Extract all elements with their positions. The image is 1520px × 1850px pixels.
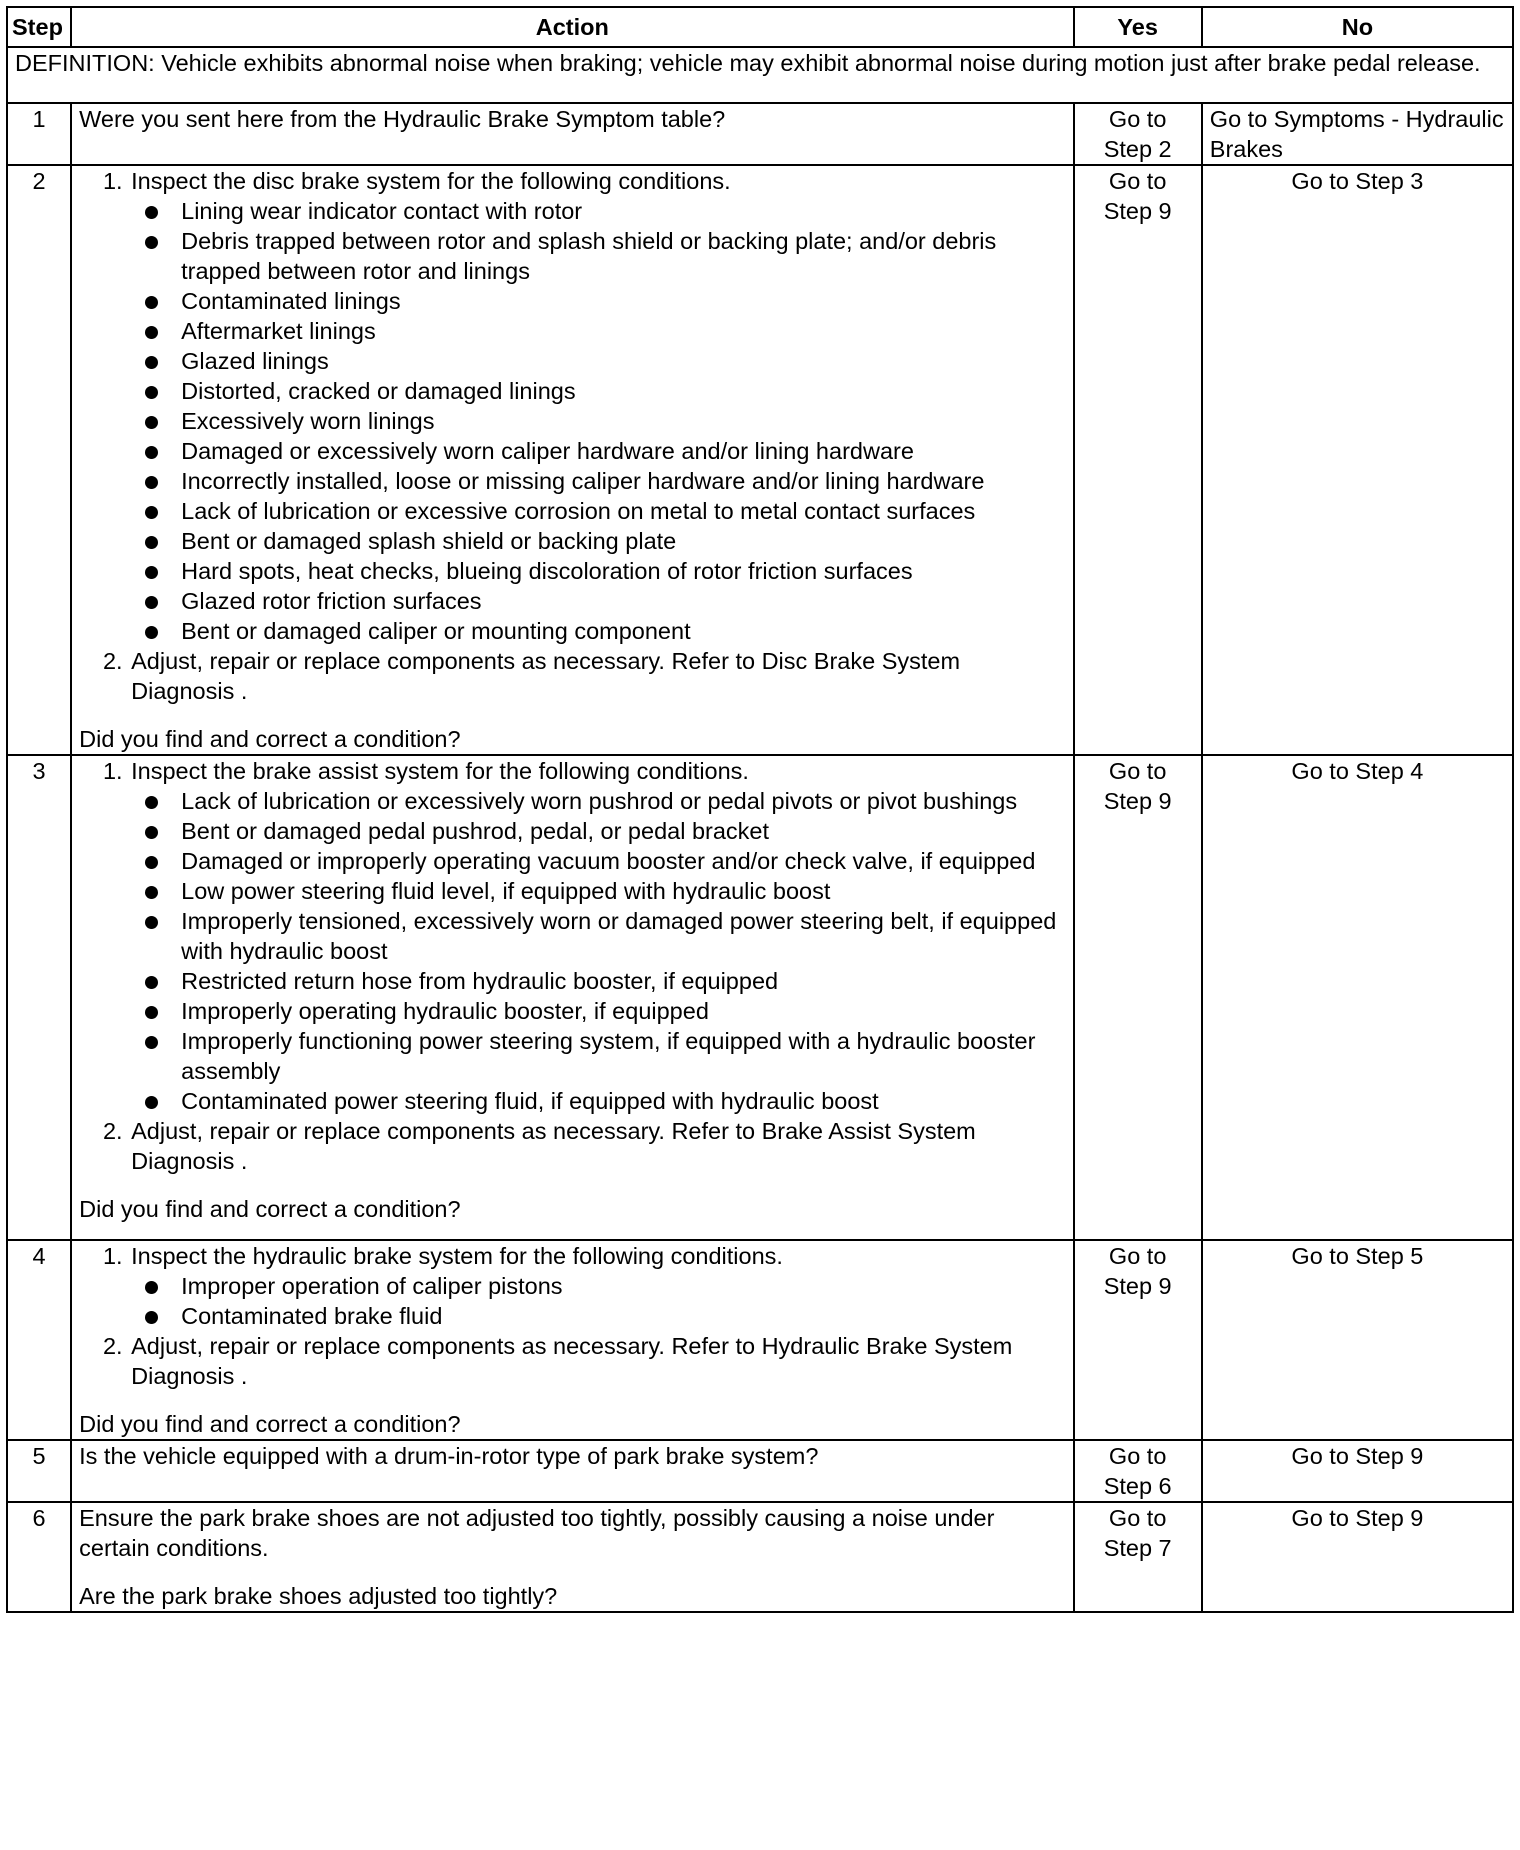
list-item (181, 996, 1065, 1026)
list-item-text: Contaminated linings (181, 288, 401, 314)
action-step-text: Adjust, repair or replace components as necessary. Refer to Hydraulic Brake System Diagnosis . (131, 1333, 1013, 1389)
bullet-icon (145, 506, 158, 519)
no-text: Go to Step 5 (1291, 1243, 1424, 1269)
bullet-icon (145, 1311, 158, 1324)
action-cell (71, 1440, 1073, 1502)
list-item-text: Bent or damaged splash shield or backing plate (181, 528, 677, 554)
list-item-text: Incorrectly installed, loose or missing caliper hardware and/or lining hardware (181, 468, 985, 494)
no-text: Go to Step 9 (1291, 1505, 1424, 1531)
yes-text: Go to Step 9 (1103, 168, 1172, 224)
bullet-icon (145, 596, 158, 609)
header-step: Step (7, 7, 71, 47)
list-item-text: Damaged or excessively worn caliper hardware and/or lining hardware (181, 438, 914, 464)
definition-text: DEFINITION: Vehicle exhibits abnormal noise when braking; vehicle may exhibit abnormal noise during motion just after brake pedal release. (7, 47, 1513, 103)
bullet-icon (145, 1096, 158, 1109)
question-text: Were you sent here from the Hydraulic Brake Symptom table? (79, 106, 726, 132)
list-item-text: Debris trapped between rotor and splash shield or backing plate; and/or debris trapped between rotor and linings (181, 228, 997, 284)
condition-list (131, 1271, 1065, 1331)
list-item (181, 226, 1065, 286)
condition-list (131, 786, 1065, 1116)
list-item-text: Excessively worn linings (181, 408, 435, 434)
diagnostic-table (6, 6, 1514, 1613)
question-text: Did you find and correct a condition? (79, 1411, 461, 1437)
list-item (181, 496, 1065, 526)
action-step-2 (129, 1331, 1065, 1391)
question-text: Is the vehicle equipped with a drum-in-rotor type of park brake system? (79, 1443, 819, 1469)
bullet-icon (145, 206, 158, 219)
list-item (181, 196, 1065, 226)
list-item (181, 586, 1065, 616)
list-item-text: Lining wear indicator contact with rotor (181, 198, 583, 224)
list-item (181, 316, 1065, 346)
list-item (181, 1271, 1065, 1301)
bullet-icon (145, 236, 158, 249)
bullet-icon (145, 296, 158, 309)
table-row-step-1 (7, 103, 1513, 165)
action-cell (71, 103, 1073, 165)
yes-cell (1074, 1502, 1202, 1612)
step-number: 5 (7, 1440, 71, 1502)
question-text: Did you find and correct a condition? (79, 1196, 461, 1222)
step-number: 1 (7, 103, 71, 165)
list-item-text: Damaged or improperly operating vacuum booster and/or check valve, if equipped (181, 848, 1036, 874)
list-item (181, 526, 1065, 556)
action-step-text: Adjust, repair or replace components as necessary. Refer to Disc Brake System Diagnosis . (131, 648, 961, 704)
list-item (181, 816, 1065, 846)
list-item (181, 876, 1065, 906)
bullet-icon (145, 886, 158, 899)
no-cell: Go to Symptoms - Hydraulic Brakes (1202, 103, 1513, 165)
no-text: Go to Step 9 (1291, 1443, 1424, 1469)
step-number: 3 (7, 755, 71, 1240)
yes-cell (1074, 755, 1202, 1240)
action-step-text: Adjust, repair or replace components as necessary. Refer to Brake Assist System Diagnosis . (131, 1118, 976, 1174)
list-item (181, 556, 1065, 586)
list-item-text: Improperly functioning power steering system, if equipped with a hydraulic booster assembly (181, 1028, 1036, 1084)
bullet-icon (145, 626, 158, 639)
list-item-text: Hard spots, heat checks, blueing discoloration of rotor friction surfaces (181, 558, 913, 584)
bullet-icon (145, 356, 158, 369)
bullet-icon (145, 826, 158, 839)
question-text: Did you find and correct a condition? (79, 726, 461, 752)
bullet-icon (145, 386, 158, 399)
list-item-text: Bent or damaged pedal pushrod, pedal, or pedal bracket (181, 818, 770, 844)
no-cell (1202, 1240, 1513, 1440)
no-cell (1202, 1440, 1513, 1502)
question-text: Are the park brake shoes adjusted too tightly? (79, 1583, 558, 1609)
action-step-1 (129, 756, 1065, 1116)
table-row-step-2 (7, 165, 1513, 755)
table-row-step-5 (7, 1440, 1513, 1502)
table-row-step-4 (7, 1240, 1513, 1440)
list-item-text: Improperly operating hydraulic booster, if equipped (181, 998, 709, 1024)
action-steps (79, 1241, 1065, 1391)
header-yes: Yes (1074, 7, 1202, 47)
action-step-text: Inspect the brake assist system for the following conditions. (131, 758, 749, 784)
list-item (181, 1086, 1065, 1116)
list-item (181, 436, 1065, 466)
no-text: Go to Step 4 (1291, 758, 1424, 784)
step-number: 4 (7, 1240, 71, 1440)
list-item (181, 906, 1065, 966)
condition-list (131, 196, 1065, 646)
yes-text: Go to Step 7 (1103, 1505, 1172, 1561)
list-item-text: Lack of lubrication or excessively worn pushrod or pedal pivots or pivot bushings (181, 788, 1018, 814)
list-item-text: Glazed rotor friction surfaces (181, 588, 482, 614)
yes-cell (1074, 1240, 1202, 1440)
list-item-text: Restricted return hose from hydraulic booster, if equipped (181, 968, 779, 994)
bullet-icon (145, 326, 158, 339)
list-item (181, 616, 1065, 646)
action-step-text: Inspect the disc brake system for the following conditions. (131, 168, 731, 194)
bullet-icon (145, 446, 158, 459)
yes-cell: Go to Step 2 (1074, 103, 1202, 165)
instruction-text: Ensure the park brake shoes are not adjusted too tightly, possibly causing a noise under certain conditions. (79, 1505, 995, 1561)
list-item-text: Low power steering fluid level, if equipped with hydraulic boost (181, 878, 831, 904)
list-item-text: Aftermarket linings (181, 318, 376, 344)
action-cell (71, 1240, 1073, 1440)
bullet-icon (145, 1006, 158, 1019)
list-item (181, 346, 1065, 376)
table-row-step-6 (7, 1502, 1513, 1612)
list-item (181, 1026, 1065, 1086)
action-cell (71, 755, 1073, 1240)
bullet-icon (145, 1281, 158, 1294)
list-item (181, 466, 1065, 496)
list-item-text: Contaminated power steering fluid, if equipped with hydraulic boost (181, 1088, 879, 1114)
yes-text: Go to Step 9 (1103, 758, 1172, 814)
list-item-text: Lack of lubrication or excessive corrosion on metal to metal contact surfaces (181, 498, 976, 524)
action-cell (71, 165, 1073, 755)
step-number: 2 (7, 165, 71, 755)
yes-text: Go to Step 9 (1103, 1243, 1172, 1299)
action-step-text: Inspect the hydraulic brake system for the following conditions. (131, 1243, 783, 1269)
definition-row (7, 47, 1513, 103)
header-action: Action (71, 7, 1073, 47)
header-row (7, 7, 1513, 47)
list-item (181, 286, 1065, 316)
list-item-text: Improper operation of caliper pistons (181, 1273, 563, 1299)
bullet-icon (145, 916, 158, 929)
no-cell (1202, 755, 1513, 1240)
list-item (181, 786, 1065, 816)
action-step-1 (129, 166, 1065, 646)
list-item-text: Improperly tensioned, excessively worn or damaged power steering belt, if equipped with hydraulic boost (181, 908, 1057, 964)
list-item (181, 966, 1065, 996)
list-item (181, 1301, 1065, 1331)
bullet-icon (145, 976, 158, 989)
list-item-text: Contaminated brake fluid (181, 1303, 443, 1329)
no-cell (1202, 1502, 1513, 1612)
step-number: 6 (7, 1502, 71, 1612)
list-item-text: Glazed linings (181, 348, 329, 374)
bullet-icon (145, 856, 158, 869)
list-item-text: Distorted, cracked or damaged linings (181, 378, 576, 404)
yes-cell: Go to Step 6 (1074, 1440, 1202, 1502)
list-item-text: Bent or damaged caliper or mounting component (181, 618, 691, 644)
bullet-icon (145, 416, 158, 429)
action-step-2 (129, 1116, 1065, 1176)
no-cell (1202, 165, 1513, 755)
bullet-icon (145, 566, 158, 579)
action-steps (79, 166, 1065, 706)
list-item (181, 376, 1065, 406)
action-step-1 (129, 1241, 1065, 1331)
bullet-icon (145, 1036, 158, 1049)
table-row-step-3 (7, 755, 1513, 1240)
action-steps (79, 756, 1065, 1176)
header-no: No (1202, 7, 1513, 47)
no-text: Go to Step 3 (1291, 168, 1424, 194)
list-item (181, 406, 1065, 436)
yes-cell (1074, 165, 1202, 755)
bullet-icon (145, 796, 158, 809)
bullet-icon (145, 536, 158, 549)
bullet-icon (145, 476, 158, 489)
action-step-2 (129, 646, 1065, 706)
action-cell (71, 1502, 1073, 1612)
list-item (181, 846, 1065, 876)
